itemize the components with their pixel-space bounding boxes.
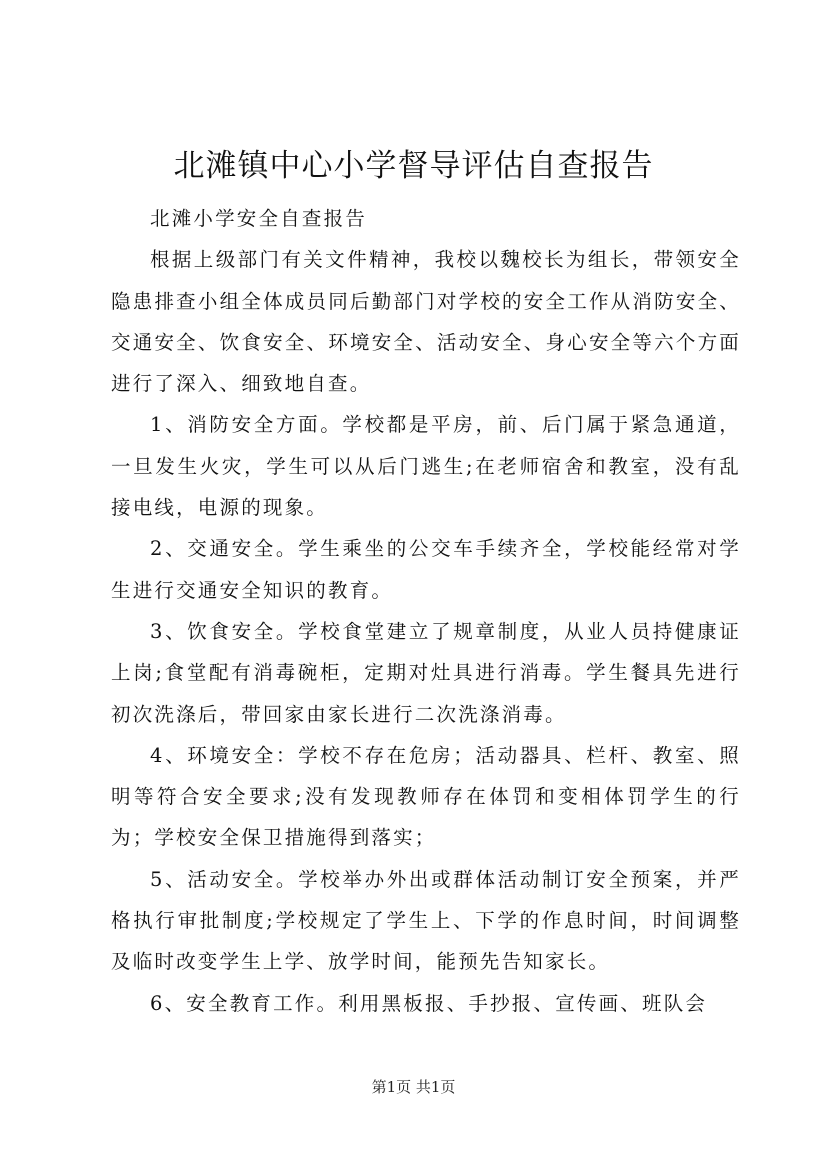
document-body: [111, 198, 741, 1024]
paragraph-activity-safety: 5、活动安全。学校举办外出或群体活动制订安全预案，并严格执行审批制度;学校规定了学生上、下学的作息时间，时间调整及临时改变学生上学、放学时间，能预先告知家长。: [111, 867, 741, 974]
paragraph-intro: 根据上级部门有关文件精神，我校以魏校长为组长，带领安全隐患排查小组全体成员同后勤部门对学校的安全工作从消防安全、交通安全、饮食安全、环境安全、活动安全、身心安全等六个方面进行了深入、细致地自查。: [111, 248, 741, 396]
page-footer: 第1页 共1页: [371, 1078, 456, 1096]
paragraph-environment-safety: 4、环境安全：学校不存在危房；活动器具、栏杆、教室、照明等符合安全要求;没有发现教师存在体罚和变相体罚学生的行为；学校安全保卫措施得到落实；: [111, 743, 741, 850]
paragraph-fire-safety: 1、消防安全方面。学校都是平房，前、后门属于紧急通道，一旦发生火灾，学生可以从后门逃生;在老师宿舍和教室，没有乱接电线，电源的现象。: [111, 413, 741, 520]
paragraph-traffic-safety: 2、交通安全。学生乘坐的公交车手续齐全，学校能经常对学生进行交通安全知识的教育。: [111, 537, 741, 602]
paragraph-safety-education: 6、安全教育工作。利用黑板报、手抄报、宣传画、班队会: [150, 991, 708, 1015]
paragraph-food-safety: 3、饮食安全。学校食堂建立了规章制度，从业人员持健康证上岗;食堂配有消毒碗柜，定期对灶具进行消毒。学生餐具先进行初次洗涤后，带回家由家长进行二次洗涤消毒。: [111, 619, 741, 726]
document-subtitle: 北滩小学安全自查报告: [150, 207, 368, 230]
document-title: 北滩镇中心小学督导评估自查报告: [173, 148, 654, 184]
